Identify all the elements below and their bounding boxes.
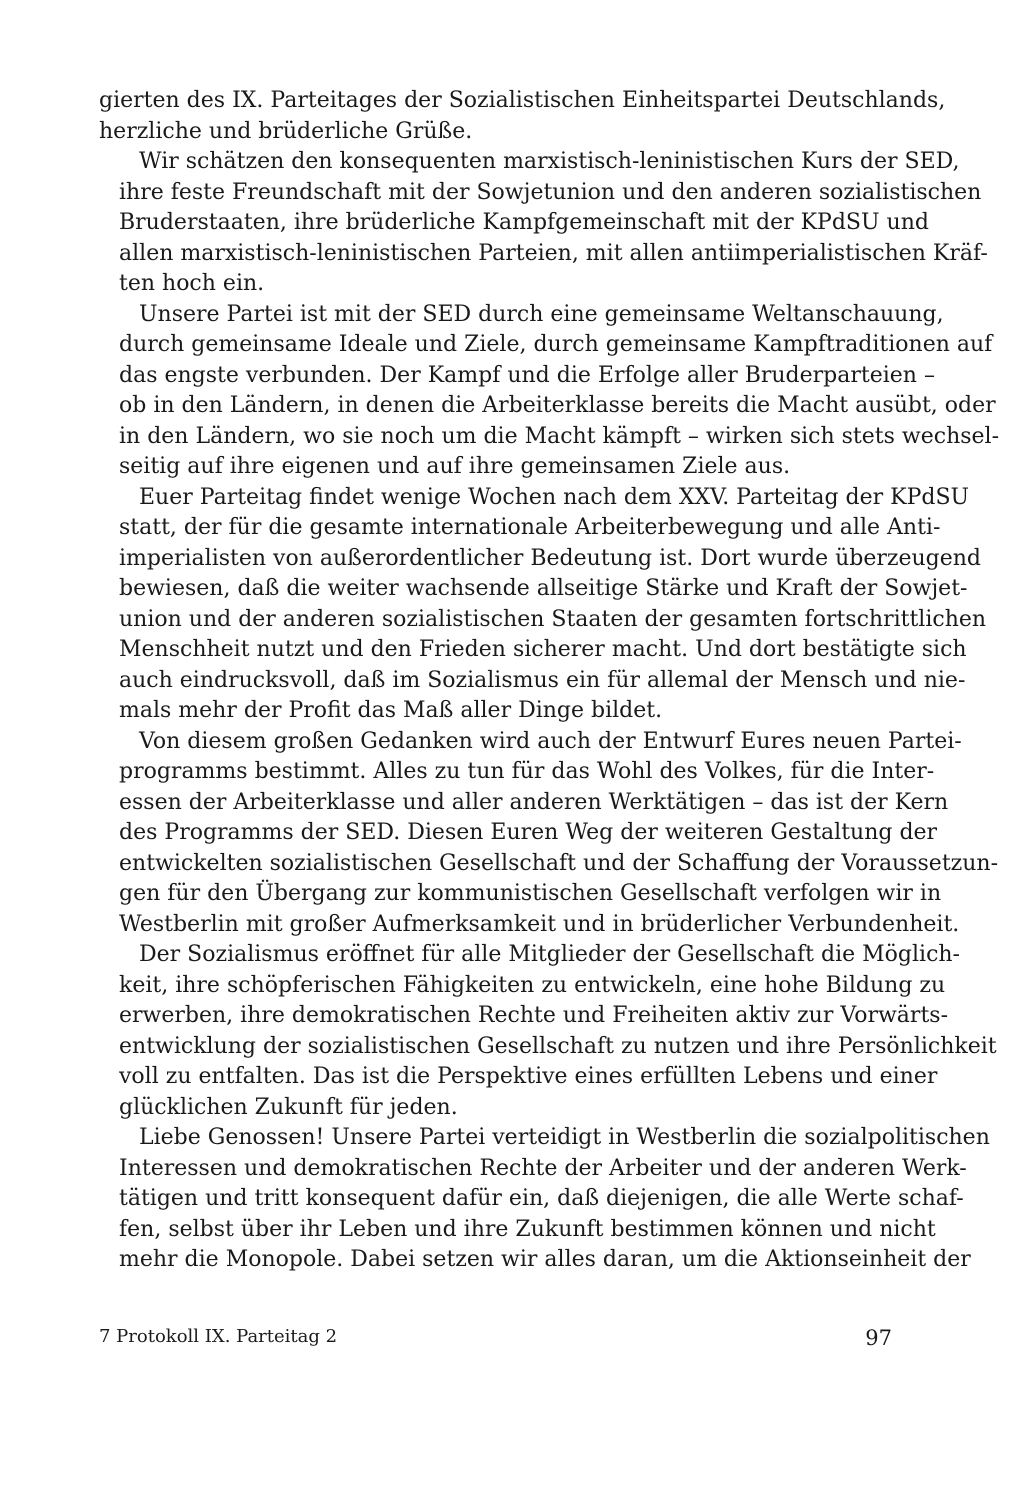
text-line: statt, der für die gesamte internationale Arbeiterbewegung und alle Anti- (119, 515, 941, 540)
text-line: allen marxistisch-leninistischen Parteien, mit allen antiimperialistischen Kräf- (119, 240, 988, 266)
text-line: ihre feste Freundschaft mit der Sowjetunion und den anderen sozialistischen (119, 179, 982, 205)
text-line: Menschheit nutzt und den Frieden sicherer macht. Und dort bestätigte sich (119, 637, 967, 662)
paragraph (99, 727, 999, 941)
text-line: mehr die Monopole. Dabei setzen wir alles daran, um die Aktionseinheit der (119, 1247, 971, 1272)
text-line: gierten des IX. Parteitages der Sozialistischen Einheitspartei Deutschlands, (99, 88, 946, 113)
text-line: programms bestimmt. Alles zu tun für das Wohl des Volkes, für die Inter- (119, 759, 935, 784)
text-line: auch eindrucksvoll, daß im Sozialismus ein für allemal der Mensch und nie- (119, 667, 966, 693)
text-line: bewiesen, daß die weiter wachsende allseitige Stärke und Kraft der Sowjet- (119, 576, 968, 601)
text-line: Euer Parteitag findet wenige Wochen nach dem XXV. Parteitag der KPdSU (139, 484, 970, 510)
paragraph (99, 483, 987, 727)
text-line: tätigen und tritt konsequent dafür ein, daß diejenigen, die alle Werte schaf- (119, 1186, 964, 1211)
text-line: Liebe Genossen! Unsere Partei verteidigt in Westberlin die sozialpolitischen (139, 1125, 990, 1150)
text-line: mals mehr der Profit das Maß aller Dinge bildet. (119, 698, 663, 723)
text-line: ten hoch ein. (119, 271, 265, 296)
text-line: erwerben, ihre demokratischen Rechte und Freiheiten aktiv zur Vorwärts- (119, 1003, 949, 1028)
paragraph (99, 86, 946, 147)
text-line: glücklichen Zukunft für jeden. (119, 1094, 458, 1120)
paragraph (99, 147, 988, 300)
paragraph (99, 300, 1000, 483)
text-line: Der Sozialismus eröffnet für alle Mitglieder der Gesellschaft die Möglich- (139, 942, 960, 967)
text-line: durch gemeinsame Ideale und Ziele, durch gemeinsame Kampftraditionen auf (119, 332, 993, 357)
text-line: seitig auf ihre eigenen und auf ihre gemeinsamen Ziele aus. (119, 454, 791, 479)
text-line: herzliche und brüderliche Grüße. (99, 118, 473, 144)
text-line: fen, selbst über ihr Leben und ihre Zukunft bestimmen können und nicht (119, 1216, 936, 1242)
paragraph (99, 940, 997, 1123)
text-line: Bruderstaaten, ihre brüderliche Kampfgemeinschaft mit der KPdSU und (119, 210, 929, 235)
text-line: in den Ländern, wo sie noch um die Macht kämpft – wirken sich stets wechsel- (119, 423, 1000, 449)
text-line: gen für den Übergang zur kommunistischen Gesellschaft verfolgen wir in (119, 881, 942, 906)
text-line: essen der Arbeiterklasse und aller anderen Werktätigen – das ist der Kern (119, 789, 949, 815)
text-line: Unsere Partei ist mit der SED durch eine gemeinsame Weltanschauung, (139, 301, 944, 327)
body-text (99, 86, 1000, 1276)
page-footer (99, 1326, 895, 1356)
text-line: entwickelten sozialistischen Gesellschaft und der Schaffung der Voraussetzun- (119, 850, 999, 876)
text-line: das engste verbunden. Der Kampf und die Erfolge aller Bruderparteien – (119, 362, 935, 388)
text-line: ob in den Ländern, in denen die Arbeiterklasse bereits die Macht ausübt, oder (119, 393, 996, 418)
text-line: des Programms der SED. Diesen Euren Weg der weiteren Gestaltung der (119, 820, 938, 845)
text-line: Von diesem großen Gedanken wird auch der Entwurf Eures neuen Partei- (139, 728, 962, 754)
text-line: Westberlin mit großer Aufmerksamkeit und in brüderlicher Verbundenheit. (119, 911, 960, 937)
paragraph (99, 1123, 990, 1276)
text-line: voll zu entfalten. Das ist die Perspektive eines erfüllten Lebens und einer (119, 1064, 938, 1089)
text-line: keit, ihre schöpferischen Fähigkeiten zu entwickeln, eine hohe Bildung zu (119, 972, 946, 998)
text-line: entwicklung der sozialistischen Gesellschaft zu nutzen und ihre Persönlichkeit (119, 1033, 997, 1059)
text-line: union und der anderen sozialistischen Staaten der gesamten fortschrittlichen (119, 606, 987, 632)
page-number: 97 (865, 1326, 892, 1350)
text-line: Interessen und demokratischen Rechte der Arbeiter und der anderen Werk- (119, 1155, 967, 1181)
printer-signature: 7 Protokoll IX. Parteitag 2 (99, 1326, 338, 1347)
text-line: imperialisten von außerordentlicher Bedeutung ist. Dort wurde überzeugend (119, 545, 982, 571)
text-line: Wir schätzen den konsequenten marxistisch-leninistischen Kurs der SED, (139, 149, 960, 174)
